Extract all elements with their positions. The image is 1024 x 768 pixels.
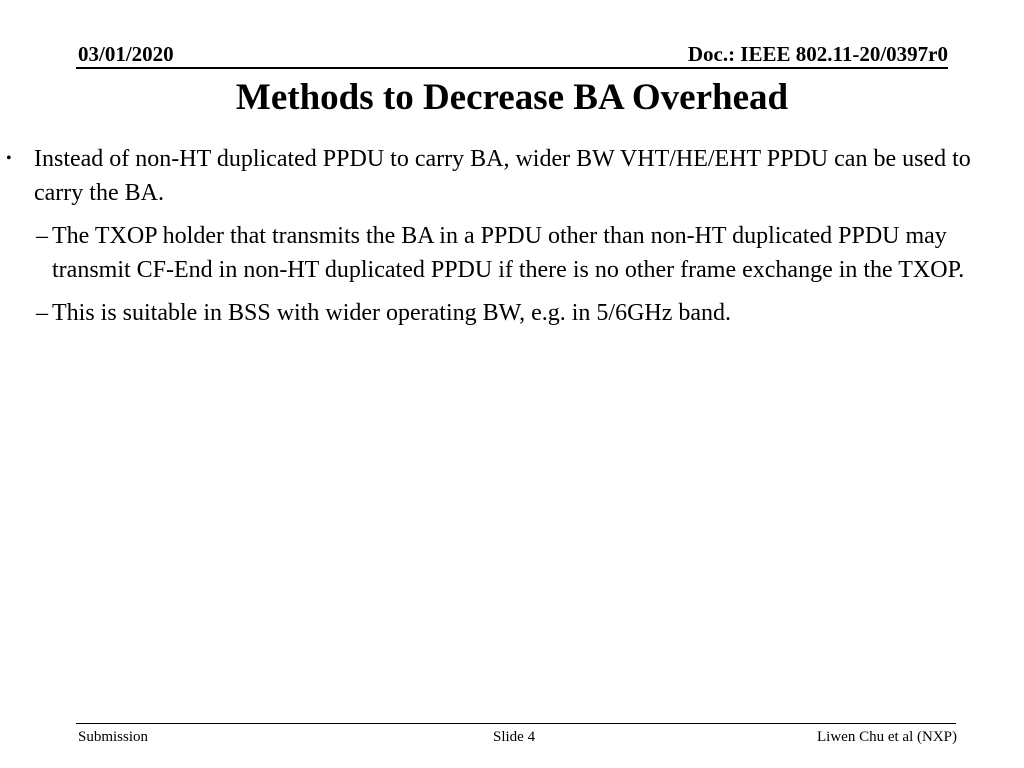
footer-authors: Liwen Chu et al (NXP) — [817, 729, 957, 745]
footer-submission: Submission — [78, 729, 149, 745]
sub-bullet-item — [36, 220, 1002, 287]
footer-divider — [76, 723, 956, 724]
bullet-item — [0, 142, 1000, 210]
slide-title: Methods to Decrease BA Overhead — [235, 77, 789, 118]
sub-bullet-text: The TXOP holder that transmits the BA in a PPDU other than non-HT duplicated PPDU may transmit CF-End in non-HT duplicated PPDU if there is no other frame exchange in the TXOP. — [52, 223, 965, 283]
dash-icon: – — [36, 223, 48, 249]
footer-slide-number: Slide 4 — [493, 729, 536, 745]
sub-bullet-item — [36, 297, 1002, 331]
dash-icon: – — [36, 300, 48, 326]
header-doc-id: Doc.: IEEE 802.11-20/0397r0 — [687, 42, 948, 66]
header-divider — [76, 67, 948, 69]
bullet-text: Instead of non-HT duplicated PPDU to carry BA, wider BW VHT/HE/EHT PPDU can be used to carry the BA. — [34, 146, 971, 206]
sub-bullet-text: This is suitable in BSS with wider operating BW, e.g. in 5/6GHz band. — [52, 300, 732, 326]
header-date: 03/01/2020 — [78, 42, 174, 66]
bullet-dot-icon: • — [6, 150, 12, 167]
bullet-list — [0, 142, 1024, 331]
